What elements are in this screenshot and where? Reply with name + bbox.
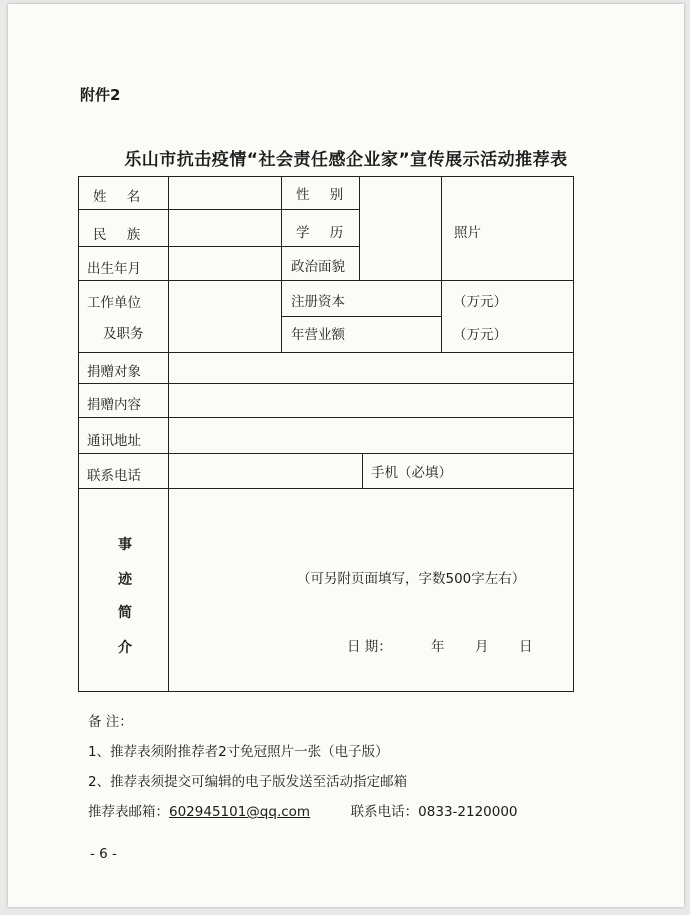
work-unit-label: 工作单位 xyxy=(87,295,141,311)
notes-header: 备 注： xyxy=(88,714,133,730)
year-label: 年 xyxy=(431,639,445,655)
col-line xyxy=(281,177,282,352)
col-line xyxy=(362,453,363,488)
contact-number: 0833-2120000 xyxy=(418,804,518,820)
day-label: 日 xyxy=(519,639,533,655)
story-char-2: 迹 xyxy=(118,572,132,588)
recommendation-form-table xyxy=(78,176,574,692)
email-label: 推荐表邮箱： xyxy=(88,804,169,820)
birth-label: 出生年月 xyxy=(87,261,141,277)
gender-label: 性 别 xyxy=(296,187,352,203)
email-line xyxy=(88,800,518,820)
political-label: 政治面貌 xyxy=(291,259,345,275)
row-line xyxy=(79,280,573,281)
row-line xyxy=(79,488,573,489)
donation-target-label: 捐赠对象 xyxy=(87,364,141,380)
row-line xyxy=(79,417,573,418)
date-label: 日 期： xyxy=(347,639,392,655)
email-address[interactable]: 602945101@qq.com xyxy=(169,804,311,820)
story-char-3: 简 xyxy=(118,605,132,621)
mobile-label: 手机（必填） xyxy=(371,465,452,481)
note-item-1: 1、推荐表须附推荐者2寸免冠照片一张（电子版） xyxy=(88,744,389,760)
name-label: 姓 名 xyxy=(93,189,149,205)
col-line xyxy=(359,177,360,280)
position-label: 及职务 xyxy=(103,326,144,342)
row-line xyxy=(79,383,573,384)
form-title: 乐山市抗击疫情“社会责任感企业家”宣传展示活动推荐表 xyxy=(124,150,568,170)
note-item-2: 2、推荐表须提交可编辑的电子版发送至活动指定邮箱 xyxy=(88,774,408,790)
col-line xyxy=(441,177,442,352)
ethnicity-label: 民 族 xyxy=(93,227,149,243)
photo-label: 照片 xyxy=(454,225,481,241)
story-note: （可另附页面填写，字数500字左右） xyxy=(297,571,526,587)
attachment-label: 附件2 xyxy=(80,86,121,104)
page-number: - 6 - xyxy=(90,846,117,862)
row-line xyxy=(281,316,441,317)
story-char-4: 介 xyxy=(118,640,132,656)
revenue-unit: （万元） xyxy=(453,327,507,343)
address-label: 通讯地址 xyxy=(87,433,141,449)
contact-label: 联系电话： xyxy=(350,804,419,820)
donation-content-label: 捐赠内容 xyxy=(87,397,141,413)
row-line xyxy=(79,209,359,210)
education-label: 学 历 xyxy=(296,225,352,241)
row-line xyxy=(79,246,359,247)
month-label: 月 xyxy=(475,639,489,655)
revenue-label: 年营业额 xyxy=(291,327,345,343)
row-line xyxy=(79,453,573,454)
story-char-1: 事 xyxy=(118,537,132,553)
phone-label: 联系电话 xyxy=(87,468,141,484)
row-line xyxy=(79,352,573,353)
capital-label: 注册资本 xyxy=(291,294,345,310)
col-line xyxy=(168,177,169,691)
document-page xyxy=(8,4,684,907)
capital-unit: （万元） xyxy=(453,294,507,310)
